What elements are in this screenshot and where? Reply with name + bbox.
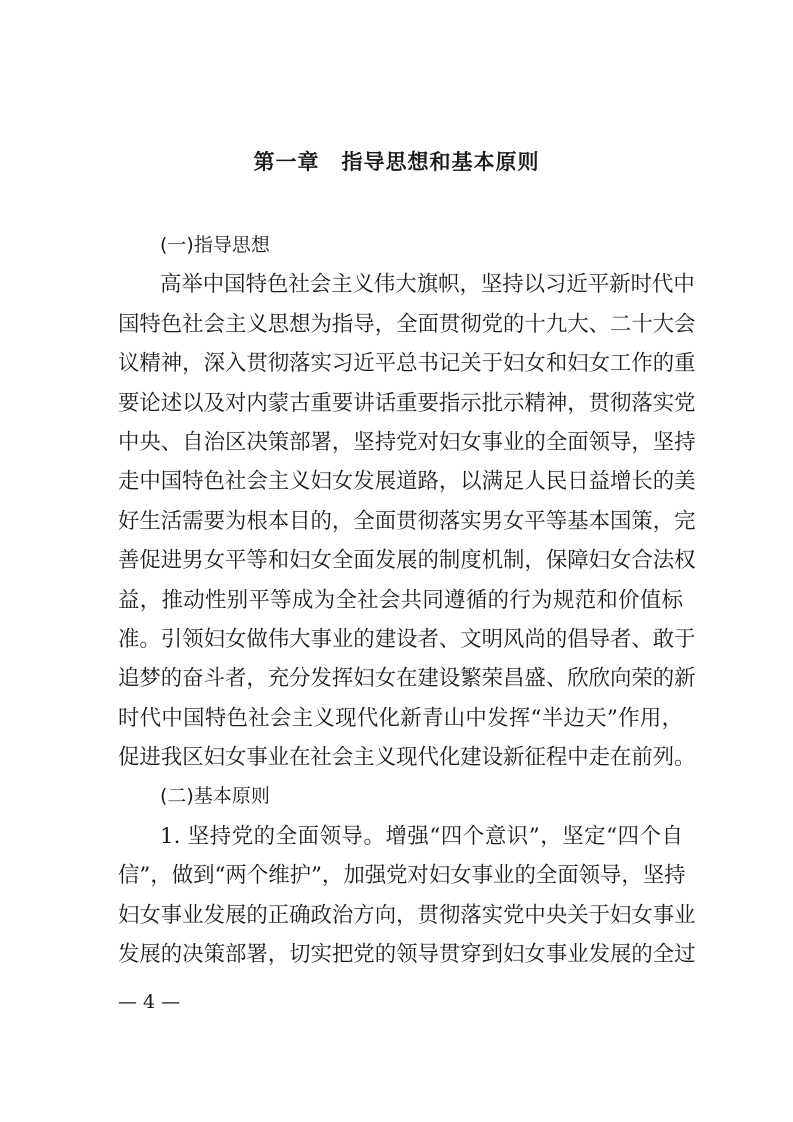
section-heading: (二)基本原则 bbox=[160, 785, 270, 808]
paragraph-line: 走中国特色社会主义妇女发展道路，以满足人民日益增长的美 bbox=[118, 469, 696, 495]
paragraph-line: 好生活需要为根本目的，全面贯彻落实男女平等基本国策，完 bbox=[118, 508, 696, 534]
paragraph-line: 善促进男女平等和妇女全面发展的制度机制，保障妇女合法权 bbox=[118, 548, 696, 574]
paragraph-line: 促进我区妇女事业在社会主义现代化建设新征程中走在前列。 bbox=[118, 745, 696, 771]
paragraph-line: 准。引领妇女做伟大事业的建设者、文明风尚的倡导者、敢于 bbox=[118, 626, 696, 652]
paragraph-line: 发展的决策部署，切实把党的领导贯穿到妇女事业发展的全过 bbox=[118, 942, 696, 968]
body-text bbox=[118, 226, 696, 974]
paragraph-line: 时代中国特色社会主义现代化新青山中发挥“半边天”作用， bbox=[118, 705, 683, 731]
page-number: — 4 — bbox=[118, 991, 181, 1013]
section-heading: (一)指导思想 bbox=[160, 234, 270, 256]
paragraph-line: 妇女事业发展的正确政治方向，贯彻落实党中央关于妇女事业 bbox=[118, 902, 696, 928]
paragraph-line: 高举中国特色社会主义伟大旗帜，坚持以习近平新时代中 bbox=[160, 272, 695, 298]
paragraph-line: 国特色社会主义思想为指导，全面贯彻党的十九大、二十大会 bbox=[118, 311, 696, 337]
paragraph-line: 追梦的奋斗者，充分发挥妇女在建设繁荣昌盛、欣欣向荣的新 bbox=[118, 666, 696, 692]
chapter-title: 第一章 指导思想和基本原则 bbox=[253, 150, 540, 174]
paragraph-line: 益，推动性别平等成为全社会共同遵循的行为规范和价值标 bbox=[118, 587, 683, 613]
paragraph-line: 1. 坚持党的全面领导。增强“四个意识”，坚定“四个自 bbox=[160, 823, 683, 849]
paragraph-line: 议精神，深入贯彻落实习近平总书记关于妇女和妇女工作的重 bbox=[118, 351, 696, 377]
paragraph-line: 中央、自治区决策部署，坚持党对妇女事业的全面领导，坚持 bbox=[118, 429, 696, 455]
paragraph-line: 要论述以及对内蒙古重要讲话重要指示批示精神，贯彻落实党 bbox=[118, 390, 696, 416]
paragraph-line: 信”，做到“两个维护”，加强党对妇女事业的全面领导，坚持 bbox=[118, 863, 686, 889]
